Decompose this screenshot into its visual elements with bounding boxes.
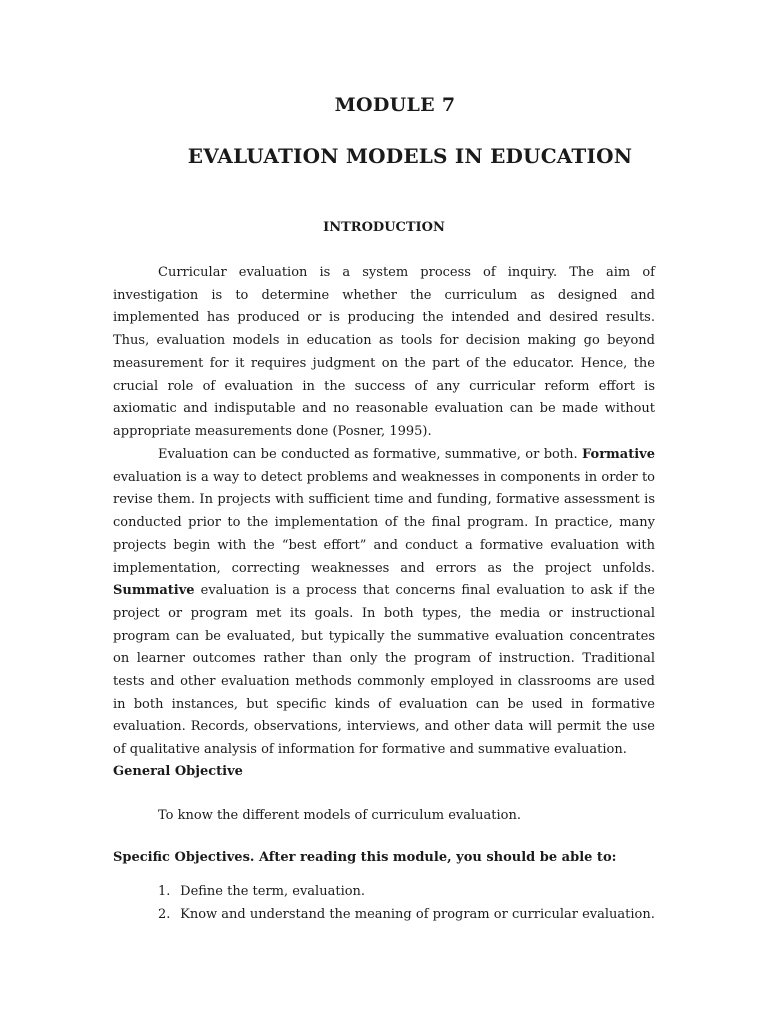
list-item-number: 2.	[158, 906, 171, 922]
document-title: EVALUATION MODELS IN EDUCATION	[187, 144, 633, 168]
formative-term: Formative	[582, 447, 655, 462]
list-item-text: Define the term, evaluation.	[180, 884, 366, 899]
module-number: MODULE 7	[334, 94, 456, 116]
specific-objectives-heading: Specific Objectives. After reading this module, you should be able to:	[113, 850, 617, 865]
general-objective-heading: General Objective	[113, 764, 243, 779]
intro-paragraph-2	[113, 444, 655, 762]
p2-text-1: Evaluation can be conducted as formative, summative, or both.	[158, 447, 582, 462]
p2-text-3: evaluation is a process that concerns final evaluation to ask if the project or program met its goals. In both types, the media or instructional program can be evaluated, but typically the summative evaluation concentrates on learner outcomes rather than only the program of instruction. Traditional tests and other evaluation methods commonly employed in classrooms are used in both instances, but specific kinds of evaluation can be used in formative evaluation. Records, observations, interviews, and other data will permit the use of qualitative analysis of information for formative and summative evaluation.	[113, 583, 655, 758]
list-item-text: Know and understand the meaning of program or curricular evaluation.	[180, 906, 655, 922]
summative-term: Summative	[113, 583, 195, 599]
list-item-number: 1.	[158, 884, 171, 899]
introduction-heading: INTRODUCTION	[323, 220, 445, 235]
specific-objectives-list	[158, 881, 655, 926]
p2-text-2: evaluation is a way to detect problems and weaknesses in components in order to revise them. In projects with sufficient time and funding, formative assessment is conducted prior to the implementation of the final program. In practice, many projects begin with the “best effort” and conduct a formative evaluation with implementation, correcting weaknesses and errors as the project unfolds.	[113, 469, 655, 576]
general-objective-text: To know the different models of curriculum evaluation.	[158, 808, 521, 823]
list-item	[158, 904, 655, 927]
list-item	[158, 881, 655, 904]
intro-paragraph-1: Curricular evaluation is a system process of inquiry. The aim of investigation is to determine whether the curriculum as designed and implemented has produced or is producing the intended and desired results. Thus, evaluation models in education as tools for decision making go beyond measurement for it requires judgment on the part of the educator. Hence, the crucial role of evaluation in the success of any curricular reform effort is axiomatic and indisputable and no reasonable evaluation can be made without appropriate measurements done (Posner, 1995).	[113, 265, 655, 439]
